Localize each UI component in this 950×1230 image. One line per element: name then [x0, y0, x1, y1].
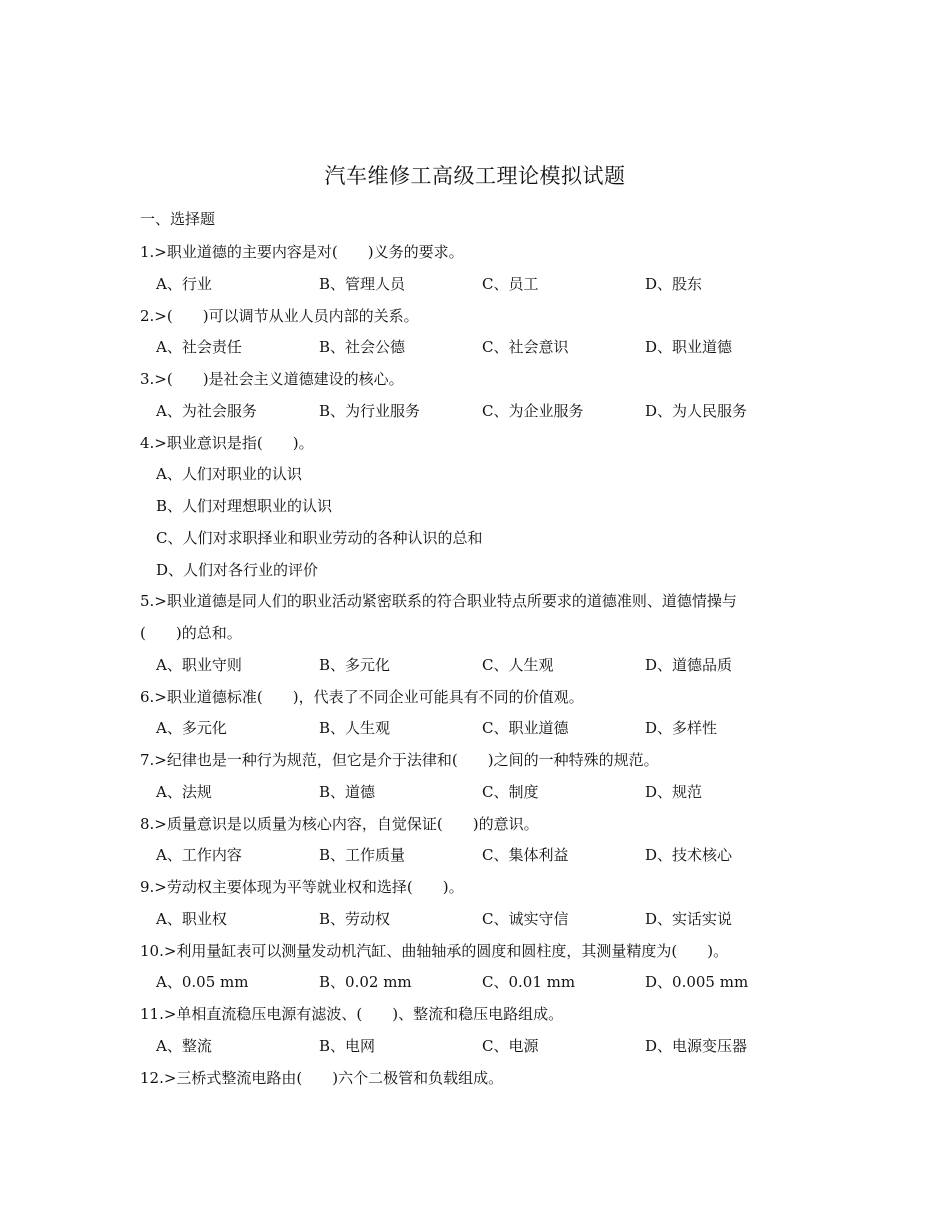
option-row — [140, 1031, 820, 1063]
question-text: 1.>职业道德的主要内容是对( )义务的要求。 — [140, 243, 464, 261]
question-text-continued: ( )的总和。 — [140, 624, 242, 642]
question-text: 9.>劳动权主要体现为平等就业权和选择( )。 — [140, 878, 464, 896]
question-text: 11.>单相直流稳压电源有滤波、( )、整流和稳压电路组成。 — [140, 1005, 564, 1023]
section-heading: 一、选择题 — [140, 210, 216, 228]
option-c: C、职业道德 — [482, 719, 569, 738]
option-row — [140, 332, 820, 364]
option-row — [140, 967, 820, 999]
option-row — [140, 904, 820, 936]
option-row — [140, 269, 820, 301]
question-list — [140, 237, 820, 1094]
option-line: A、人们对职业的认识 — [156, 465, 302, 484]
option-d: D、为人民服务 — [645, 401, 748, 420]
question-text: 4.>职业意识是指( )。 — [140, 433, 314, 452]
option-d: D、多样性 — [645, 719, 718, 738]
question-item — [140, 428, 820, 587]
option-d: D、道德品质 — [645, 655, 733, 674]
question-item — [140, 586, 820, 681]
option-d: D、0.005 mm — [645, 973, 749, 992]
option-c: C、0.01 mm — [482, 973, 576, 992]
option-d: D、技术核心 — [645, 846, 733, 865]
option-c: C、电源 — [482, 1036, 539, 1055]
option-c: C、诚实守信 — [482, 909, 569, 928]
option-a: A、工作内容 — [156, 846, 242, 865]
question-text: 5.>职业道德是同人们的职业活动紧密联系的符合职业特点所要求的道德准则、道德情操与 — [140, 592, 737, 611]
option-c: C、集体利益 — [482, 846, 569, 865]
option-b: B、社会公德 — [319, 338, 406, 357]
question-item — [140, 809, 820, 873]
option-a: A、整流 — [156, 1036, 212, 1055]
option-d: D、电源变压器 — [645, 1036, 748, 1055]
option-line: B、人们对理想职业的认识 — [156, 497, 333, 515]
option-b: B、管理人员 — [319, 274, 406, 293]
question-item — [140, 682, 820, 746]
option-d: D、职业道德 — [645, 338, 733, 357]
option-b: B、道德 — [319, 782, 376, 801]
question-text: 2.>( )可以调节从业人员内部的关系。 — [140, 306, 419, 325]
option-b: B、0.02 mm — [319, 973, 412, 992]
question-text: 10.>利用量缸表可以测量发动机汽缸、曲轴轴承的圆度和圆柱度，其测量精度为( )。 — [140, 941, 729, 960]
option-row — [140, 840, 820, 872]
option-b: B、人生观 — [319, 719, 391, 738]
question-text: 6.>职业道德标准( )，代表了不同企业可能具有不同的价值观。 — [140, 687, 584, 706]
question-item — [140, 1063, 820, 1095]
option-line: D、人们对各行业的评价 — [156, 560, 319, 579]
option-d: D、实话实说 — [645, 909, 733, 928]
option-b: B、多元化 — [319, 655, 391, 674]
question-item — [140, 301, 820, 365]
question-text: 3.>( )是社会主义道德建设的核心。 — [140, 370, 404, 388]
option-a: A、为社会服务 — [156, 401, 257, 420]
option-c: C、人生观 — [482, 655, 554, 674]
option-c: C、为企业服务 — [482, 401, 584, 420]
option-c: C、社会意识 — [482, 338, 569, 357]
option-a: A、职业权 — [156, 909, 227, 928]
option-a: A、0.05 mm — [156, 973, 249, 992]
option-a: A、职业守则 — [156, 655, 242, 674]
question-text: 12.>三桥式整流电路由( )六个二极管和负载组成。 — [140, 1068, 504, 1087]
question-text: 7.>纪律也是一种行为规范，但它是介于法律和( )之间的一种特殊的规范。 — [140, 751, 659, 769]
option-c: C、员工 — [482, 274, 539, 293]
option-d: D、规范 — [645, 782, 703, 801]
question-item — [140, 999, 820, 1063]
option-line: C、人们对求职择业和职业劳动的各种认识的总和 — [156, 528, 483, 547]
option-b: B、劳动权 — [319, 909, 391, 928]
option-a: A、社会责任 — [156, 338, 242, 357]
option-row — [140, 650, 820, 682]
option-row — [140, 713, 820, 745]
document-title: 汽车维修工高级工理论模拟试题 — [324, 164, 626, 188]
question-item — [140, 364, 820, 428]
question-item — [140, 936, 820, 1000]
option-b: B、电网 — [319, 1036, 376, 1055]
question-item — [140, 237, 820, 301]
option-d: D、股东 — [645, 274, 703, 293]
question-item — [140, 745, 820, 809]
option-a: A、行业 — [156, 274, 212, 293]
option-b: B、工作质量 — [319, 846, 406, 865]
question-item — [140, 872, 820, 936]
option-b: B、为行业服务 — [319, 401, 421, 420]
question-text: 8.>质量意识是以质量为核心内容，自觉保证( )的意识。 — [140, 814, 539, 833]
option-a: A、法规 — [156, 782, 212, 801]
option-row — [140, 396, 820, 428]
option-a: A、多元化 — [156, 719, 227, 738]
option-c: C、制度 — [482, 782, 539, 801]
option-row — [140, 777, 820, 809]
